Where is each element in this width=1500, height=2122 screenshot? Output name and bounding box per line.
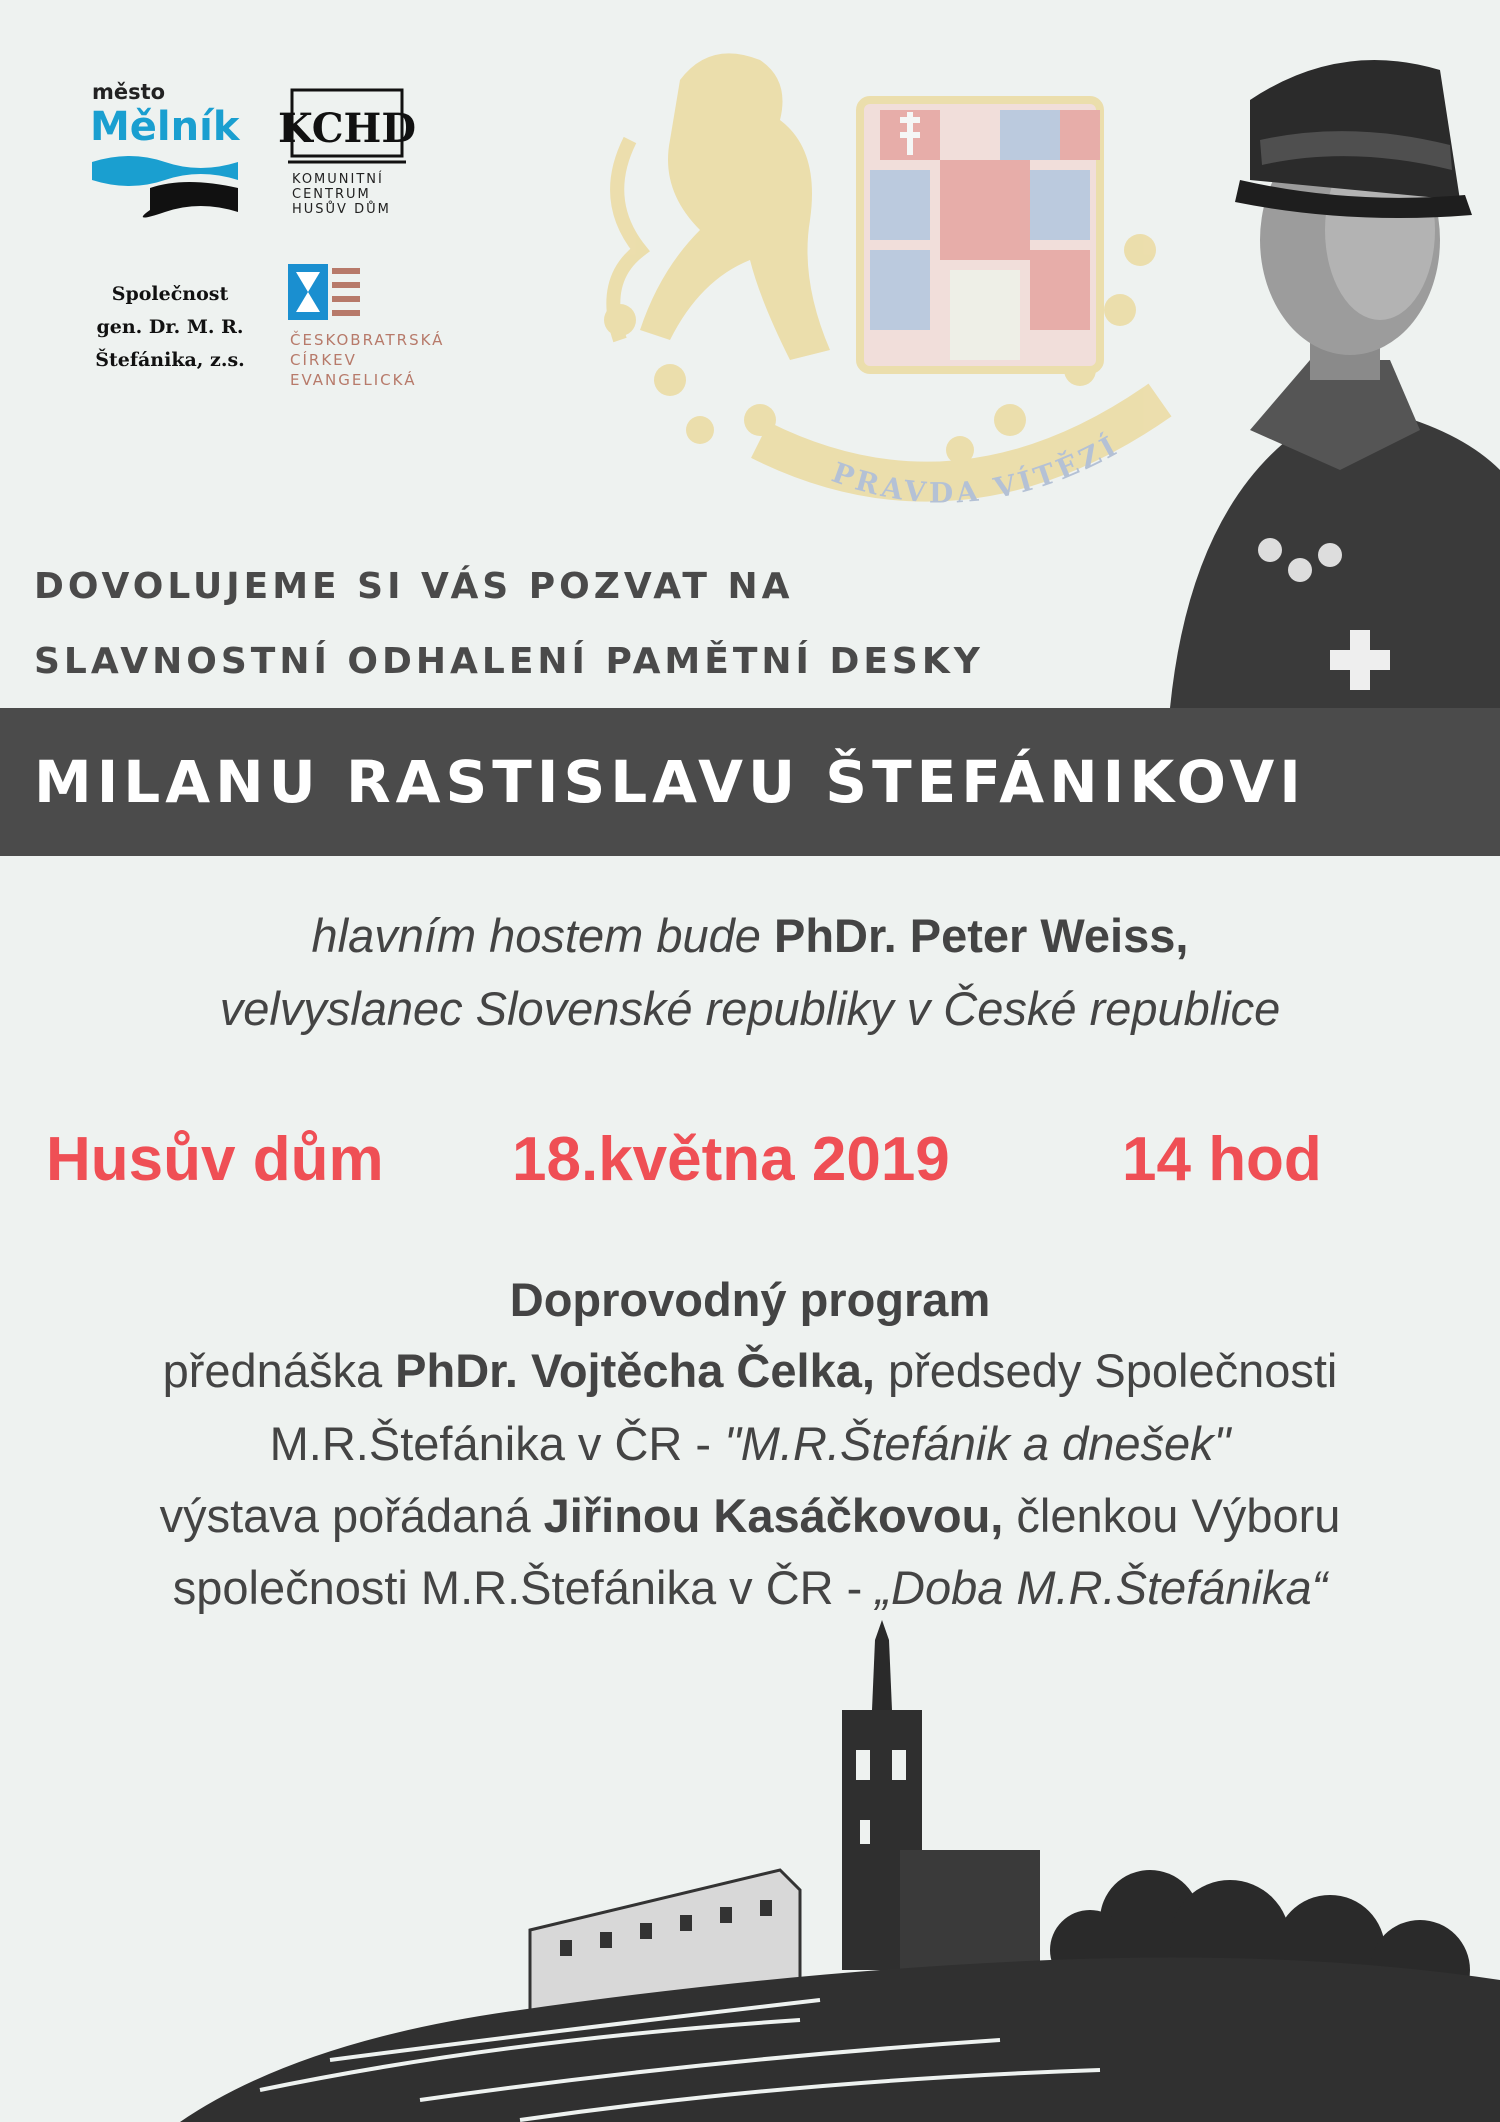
melnik-logo-name: Mělník: [90, 104, 240, 150]
program-line-1: přednáška PhDr. Vojtěcha Čelka, předsedy Společnosti: [162, 1344, 1338, 1397]
kchd-caption: KOMUNITNÍ CENTRUM HUSŮV DŮM: [292, 172, 391, 217]
melnik-logo-small-text: město: [92, 80, 166, 104]
event-time: 14 hod: [1122, 1125, 1322, 1194]
event-date: 18.května 2019: [512, 1125, 950, 1194]
banner-title: MILANU RASTISLAVU ŠTEFÁNIKOVI: [34, 748, 1306, 816]
invite-line-1: DOVOLUJEME SI VÁS POZVAT NA: [34, 566, 794, 607]
guest-name: PhDr. Peter Weiss,: [773, 909, 1189, 962]
melnik-castle-silhouette: [0, 1620, 1500, 2122]
guest-line-2: velvyslanec Slovenské republiky v České republice: [219, 982, 1281, 1035]
invite-line-2: SLAVNOSTNÍ ODHALENÍ PAMĚTNÍ DESKY: [34, 641, 984, 682]
kchd-logo-icon: [277, 84, 417, 168]
stefanik-portrait: [1080, 30, 1500, 708]
kchd-monogram: KCHD: [277, 105, 417, 152]
program-heading: Doprovodný program: [509, 1273, 991, 1326]
cce-logo-text: ČESKOBRATRSKÁ CÍRKEV EVANGELICKÁ: [290, 331, 445, 389]
motto-text: PRAVDA VÍTĚZÍ: [827, 428, 1126, 510]
program-line-3: výstava pořádaná Jiřinou Kasáčkovou, členkou Výboru: [159, 1489, 1341, 1542]
guest-line-1: hlavním hostem bude PhDr. Peter Weiss,: [311, 909, 1189, 962]
program-line-2: M.R.Štefánika v ČR - "M.R.Štefánik a dnešek": [269, 1417, 1231, 1470]
spolecnost-logo: Společnost gen. Dr. M. R. Štefánika, z.s.: [95, 283, 245, 371]
event-place: Husův dům: [46, 1125, 384, 1194]
melnik-wave-icon: [90, 150, 240, 215]
program-line-4: společnosti M.R.Štefánika v ČR - „Doba M.R.Štefánika“: [172, 1561, 1328, 1614]
cce-chalice-icon: [288, 264, 362, 320]
